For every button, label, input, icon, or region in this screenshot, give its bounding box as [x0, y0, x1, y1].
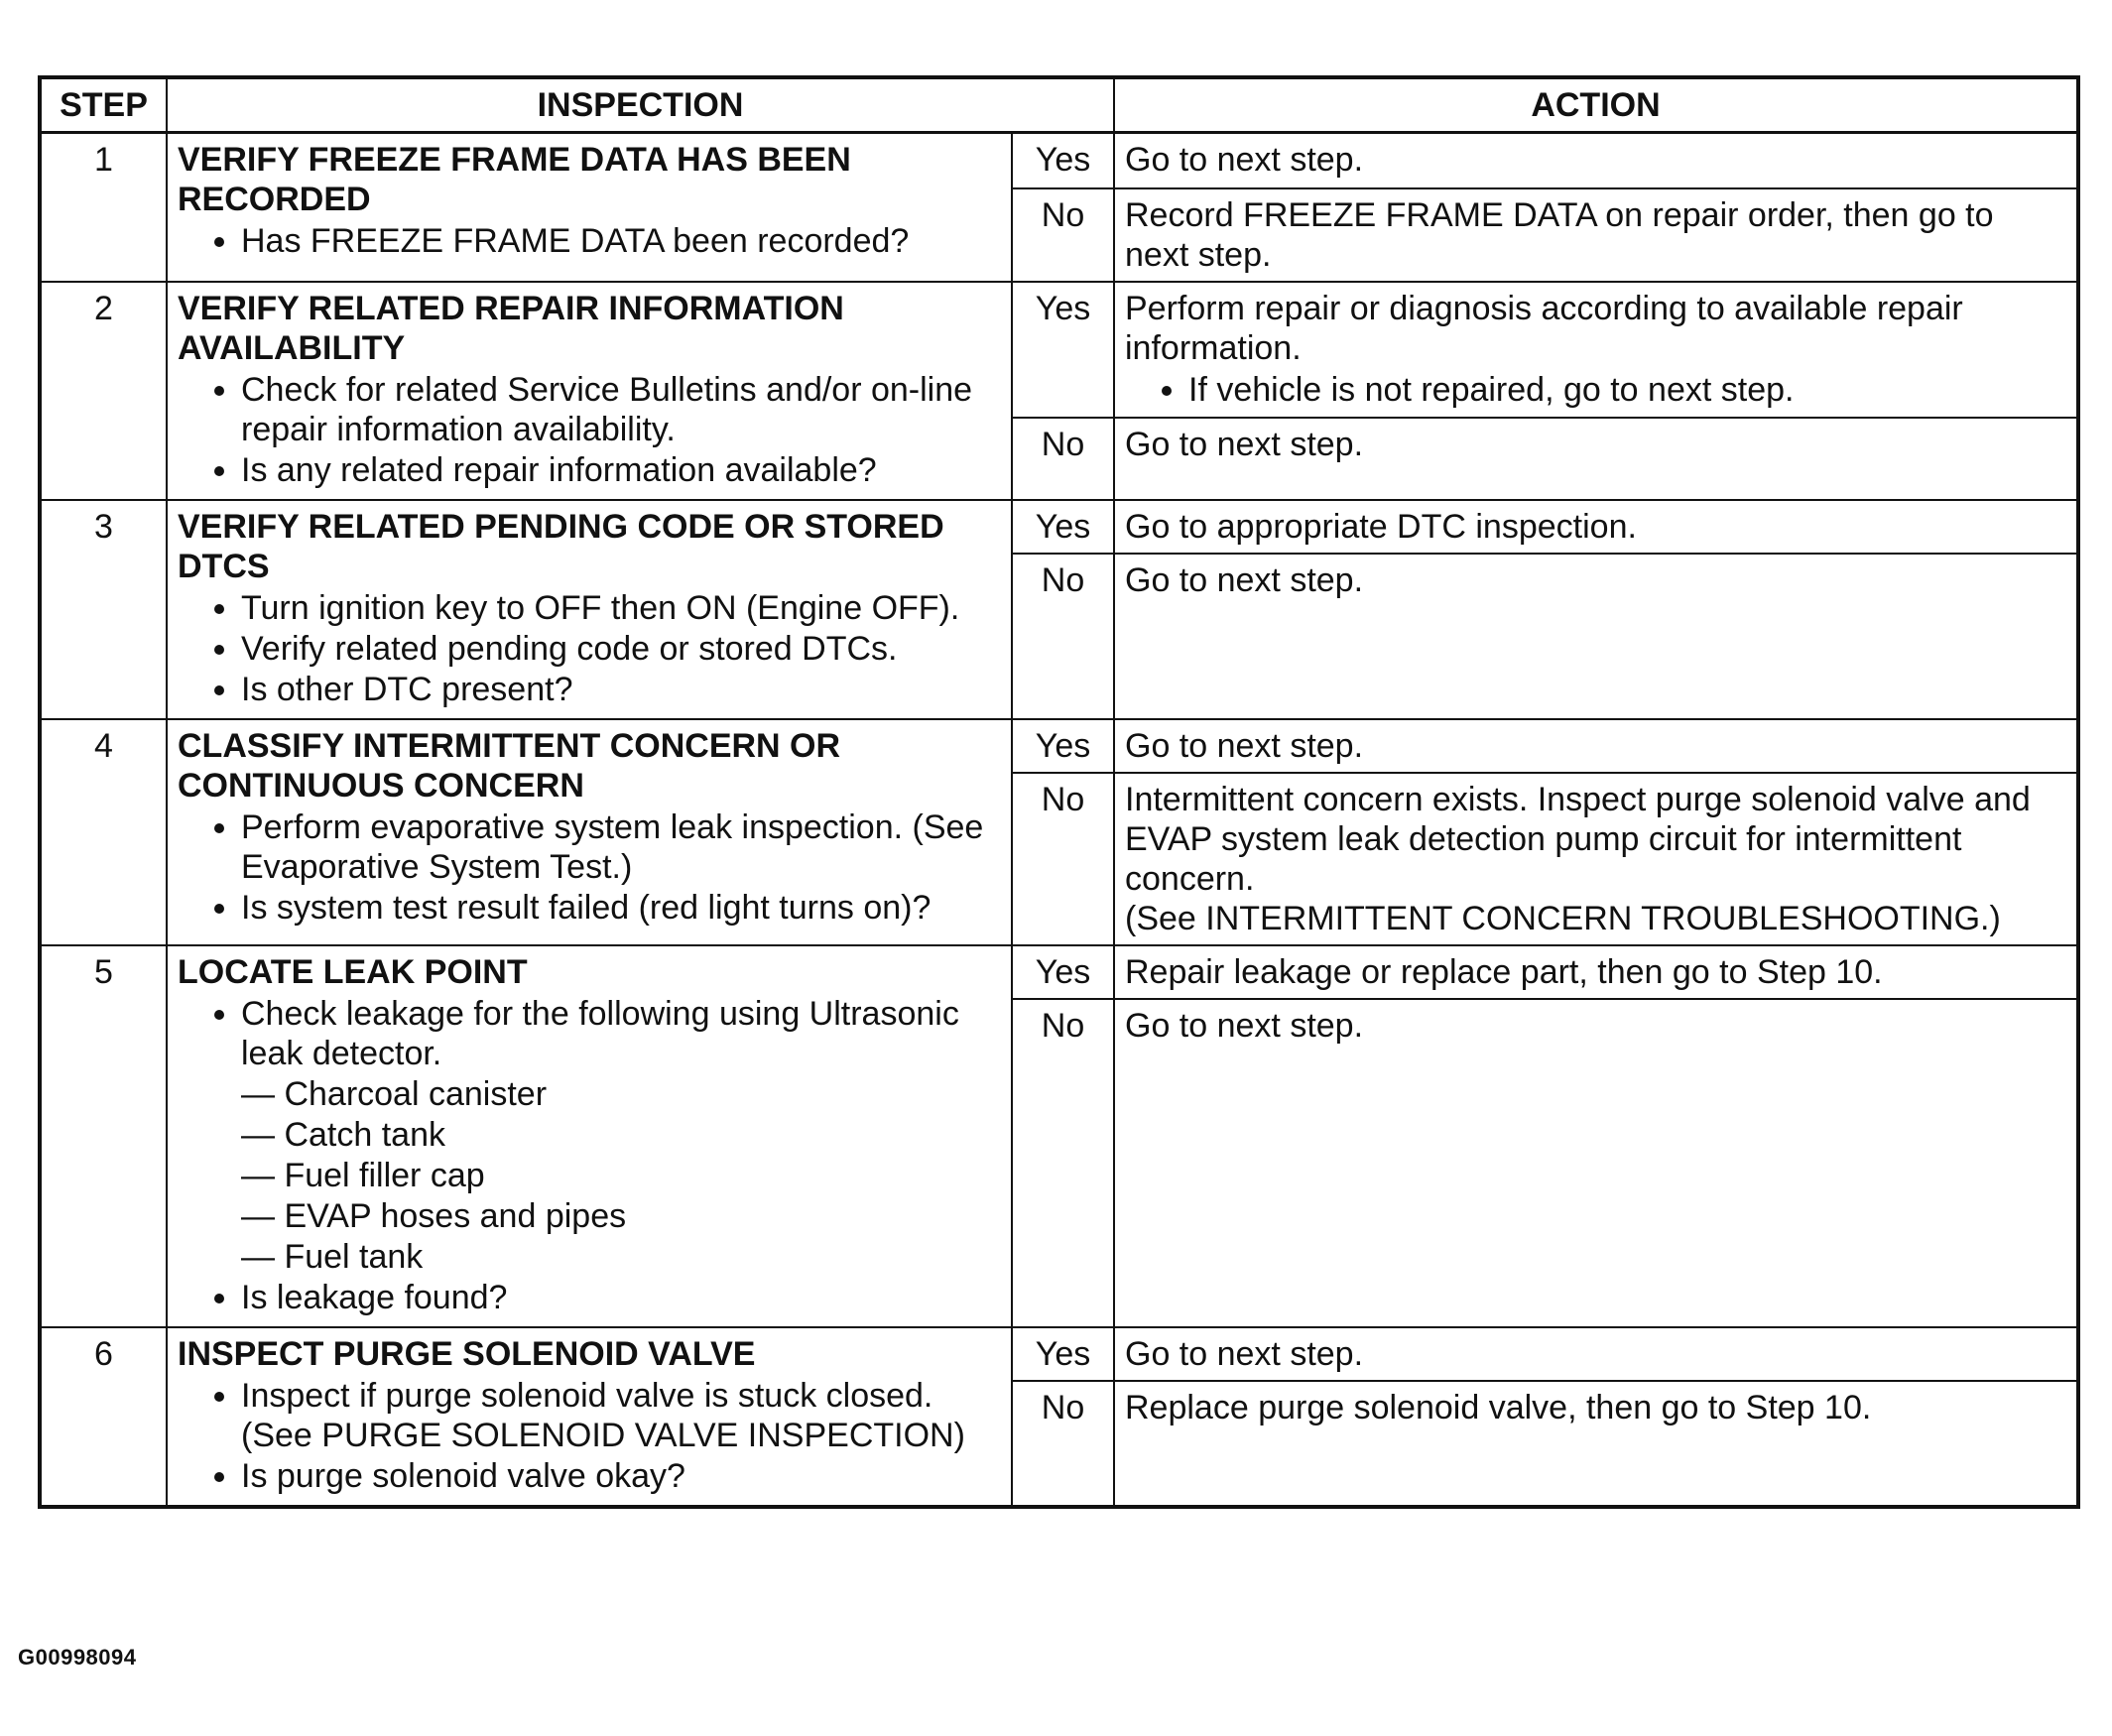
yes-action: Go to appropriate DTC inspection. — [1114, 500, 2078, 554]
no-action: Replace purge solenoid valve, then go to Step 10. — [1114, 1381, 2078, 1507]
inspection-bullets — [178, 370, 1003, 490]
step-number: 3 — [40, 500, 167, 719]
inspection-bullet: • Is system test result failed (red light turns on)? — [241, 888, 1003, 928]
inspection-bullets — [178, 994, 1003, 1317]
inspection-cell — [167, 500, 1012, 719]
no-action: Go to next step. — [1114, 554, 2078, 719]
component-item: — Fuel tank — [241, 1237, 1003, 1277]
yes-action-cell — [1114, 282, 2078, 418]
step-number: 1 — [40, 133, 167, 282]
inspection-bullets — [178, 1376, 1003, 1496]
inspection-bullet: • Turn ignition key to OFF then ON (Engine OFF). — [241, 588, 1003, 628]
inspection-bullet-text: • Check leakage for the following using Ultrasonic leak detector. — [241, 994, 959, 1072]
inspection-cell — [167, 719, 1012, 945]
component-item: — EVAP hoses and pipes — [241, 1196, 1003, 1236]
figure-reference-id: G00998094 — [18, 1645, 137, 1670]
step-number: 5 — [40, 945, 167, 1327]
inspection-bullet: • Has FREEZE FRAME DATA been recorded? — [241, 221, 1003, 261]
inspection-cell — [167, 133, 1012, 282]
no-action: Intermittent concern exists. Inspect purge solenoid valve and EVAP system leak detection pump circuit for intermittent concern. — [1125, 780, 2031, 898]
component-list — [241, 1074, 1003, 1277]
no-label: No — [1012, 773, 1114, 945]
inspection-bullet: • Inspect if purge solenoid valve is stuck closed. (See PURGE SOLENOID VALVE INSPECTION) — [241, 1376, 1003, 1455]
header-inspection: INSPECTION — [167, 77, 1114, 133]
yes-action: Go to next step. — [1114, 719, 2078, 773]
inspection-bullets — [178, 588, 1003, 709]
component-item: — Catch tank — [241, 1115, 1003, 1155]
header-action: ACTION — [1114, 77, 2078, 133]
no-label: No — [1012, 418, 1114, 500]
inspection-bullet — [241, 994, 1003, 1277]
table-row — [40, 133, 2078, 188]
inspection-bullet: • Is purge solenoid valve okay? — [241, 1456, 1003, 1496]
inspection-title: VERIFY FREEZE FRAME DATA HAS BEEN RECORDED — [178, 141, 851, 218]
step-number: 4 — [40, 719, 167, 945]
inspection-title: VERIFY RELATED PENDING CODE OR STORED DTCS — [178, 507, 944, 585]
no-label: No — [1012, 999, 1114, 1327]
yes-label: Yes — [1012, 500, 1114, 554]
yes-action-bullet: • If vehicle is not repaired, go to next step. — [1188, 370, 2066, 410]
table-row — [40, 1327, 2078, 1381]
table-row — [40, 945, 2078, 999]
table-row — [40, 500, 2078, 554]
inspection-bullet: • Is other DTC present? — [241, 670, 1003, 709]
inspection-bullet: • Perform evaporative system leak inspection. (See Evaporative System Test.) — [241, 807, 1003, 887]
yes-label: Yes — [1012, 719, 1114, 773]
inspection-bullet: • Check for related Service Bulletins and/or on-line repair information availability. — [241, 370, 1003, 449]
no-action: Go to next step. — [1114, 418, 2078, 500]
yes-action-bullets — [1125, 370, 2066, 410]
inspection-title: INSPECT PURGE SOLENOID VALVE — [178, 1334, 756, 1373]
yes-action: Repair leakage or replace part, then go to Step 10. — [1114, 945, 2078, 999]
inspection-title: CLASSIFY INTERMITTENT CONCERN OR CONTINUOUS CONCERN — [178, 726, 841, 805]
diagnostic-table — [38, 75, 2080, 1509]
no-action-reference: (See INTERMITTENT CONCERN TROUBLESHOOTING.) — [1125, 899, 2001, 937]
no-action: Record FREEZE FRAME DATA on repair order, then go to next step. — [1114, 188, 2078, 282]
yes-label: Yes — [1012, 282, 1114, 418]
header-row — [40, 77, 2078, 133]
component-item: — Charcoal canister — [241, 1074, 1003, 1114]
yes-label: Yes — [1012, 1327, 1114, 1381]
header-step: STEP — [40, 77, 167, 133]
yes-label: Yes — [1012, 945, 1114, 999]
inspection-title: LOCATE LEAK POINT — [178, 952, 528, 991]
step-number: 6 — [40, 1327, 167, 1507]
inspection-bullet: • Is leakage found? — [241, 1278, 1003, 1317]
no-label: No — [1012, 554, 1114, 719]
inspection-bullet: • Is any related repair information available? — [241, 450, 1003, 490]
no-label: No — [1012, 188, 1114, 282]
inspection-bullet: • Verify related pending code or stored DTCs. — [241, 629, 1003, 669]
step-number: 2 — [40, 282, 167, 500]
yes-action: Go to next step. — [1114, 1327, 2078, 1381]
no-action-cell — [1114, 773, 2078, 945]
inspection-cell — [167, 1327, 1012, 1507]
no-action: Go to next step. — [1114, 999, 2078, 1327]
no-label: No — [1012, 1381, 1114, 1507]
inspection-cell — [167, 945, 1012, 1327]
inspection-title: VERIFY RELATED REPAIR INFORMATION AVAILABILITY — [178, 289, 844, 367]
component-item: — Fuel filler cap — [241, 1156, 1003, 1195]
yes-label: Yes — [1012, 133, 1114, 188]
inspection-cell — [167, 282, 1012, 500]
table-row — [40, 282, 2078, 418]
inspection-bullets — [178, 807, 1003, 928]
table-row — [40, 719, 2078, 773]
yes-action: Perform repair or diagnosis according to available repair information. — [1125, 289, 1963, 367]
inspection-bullets — [178, 221, 1003, 261]
yes-action: Go to next step. — [1114, 133, 2078, 188]
diagnostic-table-sheet — [38, 75, 2076, 1509]
